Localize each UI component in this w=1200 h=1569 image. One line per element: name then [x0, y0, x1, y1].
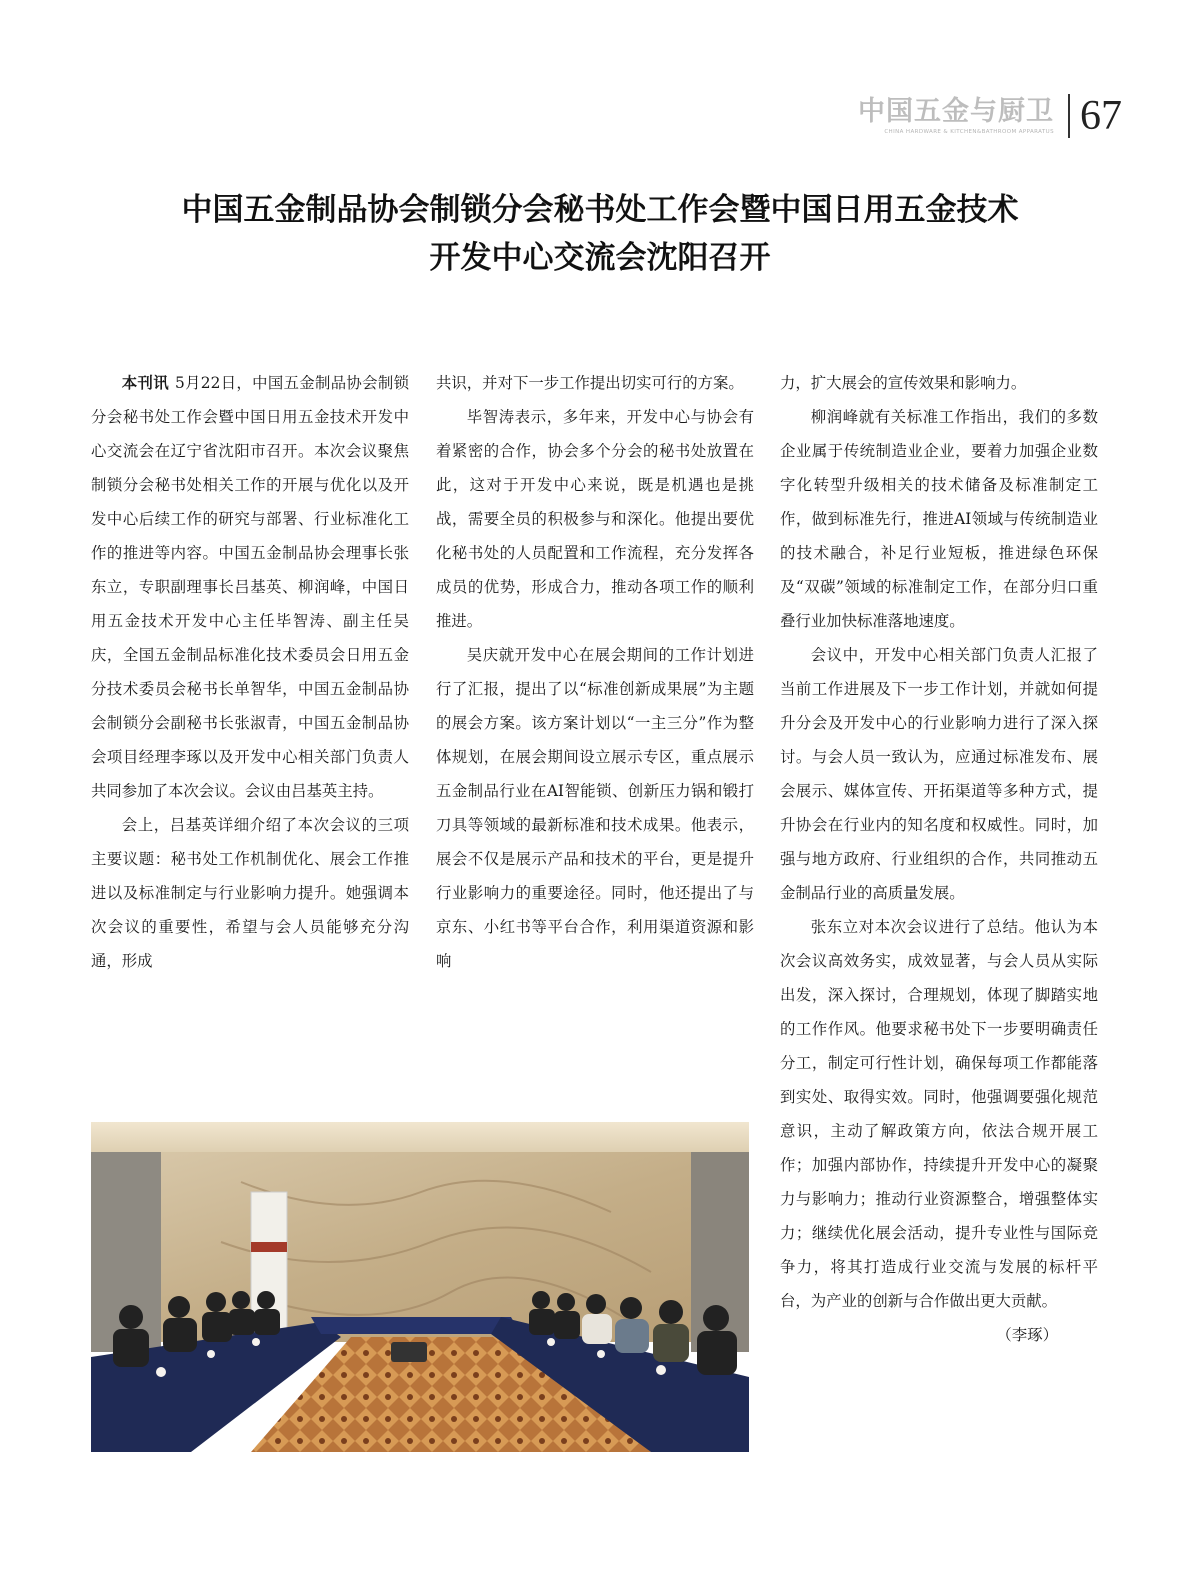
teacup: [252, 1338, 260, 1346]
text-column-3: [780, 366, 1098, 1352]
teacup: [156, 1367, 166, 1377]
ac-red-stripe: [251, 1242, 287, 1252]
masthead-divider: [1068, 94, 1070, 138]
magazine-name: 中国五金与厨卫: [858, 96, 1054, 127]
paragraph-bi: 毕智涛表示，多年来，开发中心与协会有着紧密的合作，协会多个分会的秘书处放置在此，这对于开发中心来说，既是机遇也是挑战，需要全员的积极参与和深化。他提出要优化秘书处的人员配置和工作流程，充分发挥各成员的优势，形成合力，推动各项工作的顺利推进。: [436, 408, 754, 630]
masthead: [858, 92, 1122, 140]
person: [254, 1309, 280, 1335]
meeting-photo: [91, 1122, 749, 1452]
projector: [391, 1342, 427, 1362]
person: [119, 1305, 143, 1329]
teacup: [656, 1365, 666, 1375]
paragraph-wu: 吴庆就开发中心在展会期间的工作计划进行了汇报，提出了以“标准创新成果展”为主题的展会方案。该方案计划以“一主三分”作为整体规划，在展会期间设立展示专区，重点展示五金制品行业在AI智能锁、创新压力锅和锻打刀具等领域的最新标准和技术成果。他表示，展会不仅是展示产品和技术的平台，更是提升行业影响力的重要途径。同时，他还提出了与京东、小红书等平台合作，利用渠道资源和影响: [436, 646, 754, 970]
paragraph-intro-text: 5月22日，中国五金制品协会制锁分会秘书处工作会暨中国日用五金技术开发中心交流会在辽宁省沈阳市召开。本次会议聚焦制锁分会秘书处相关工作的开展与优化以及开发中心后续工作的研究与部署、行业标准化工作的推进等内容。中国五金制品协会理事长张东立，专职副理事长吕基英、柳润峰，中国日用五金技术开发中心主任毕智涛、副主任吴庆，全国五金制品标准化技术委员会日用五金分技术委员会秘书长单智华，中国五金制品协会制锁分会副秘书长张淑青，中国五金制品协会项目经理李琢以及开发中心相关部门负责人共同参加了本次会议。会议由吕基英主持。: [91, 374, 409, 800]
person: [229, 1309, 255, 1335]
teacup: [547, 1338, 555, 1346]
teacup: [597, 1350, 605, 1358]
paragraph-liu: 柳润峰就有关标准工作指出，我们的多数企业属于传统制造业企业，要着力加强企业数字化转型升级相关的技术储备及标准制定工作，做到标准先行，推进AI领域与传统制造业的技术融合，补足行业短板，推进绿色环保及“双碳”领域的标准制定工作，在部分归口重叠行业加快标准落地速度。: [780, 408, 1098, 630]
magazine-subtitle: CHINA HARDWARE & KITCHEN&BATHROOM APPARATUS: [884, 129, 1054, 135]
person: [532, 1291, 550, 1309]
magazine-logo: [858, 97, 1054, 135]
teacup: [207, 1350, 215, 1358]
person: [232, 1291, 250, 1309]
paragraph-zhang: [780, 910, 1098, 1344]
paragraph-discussion: 会议中，开发中心相关部门负责人汇报了当前工作进展及下一步工作计划，并就如何提升分会及开发中心的行业影响力进行了深入探讨。与会人员一致认为，应通过标准发布、展会展示、媒体宣传、开拓渠道等多种方式，提升协会在行业内的知名度和权威性。同时，加强与地方政府、行业组织的合作，共同推动五金制品行业的高质量发展。: [780, 646, 1098, 902]
person: [586, 1294, 606, 1314]
person: [557, 1293, 575, 1311]
author-credit: （李琢）: [996, 1326, 1058, 1344]
paragraph-zhang-text: 张东立对本次会议进行了总结。他认为本次会议高效务实，成效显著，与会人员从实际出发，深入探讨，合理规划，体现了脚踏实地的工作作风。他要求秘书处下一步要明确责任分工，制定可行性计划，确保每项工作都能落到实处、取得实效。同时，他强调要强化规范意识，主动了解政策方向，依法合规开展工作；加强内部协作，持续提升开发中心的凝聚力与影响力；推动行业资源整合，增强整体实力；继续优化展会活动，提升专业性与国际竞争力，将其打造成行业交流与发展的标杆平台，为产业的创新与合作做出更大贡献。: [780, 918, 1098, 1310]
lead-label: 本刊讯: [121, 374, 169, 392]
page-number: 67: [1080, 93, 1122, 139]
title-line-2: 开发中心交流会沈阳召开: [429, 240, 771, 276]
person: [582, 1314, 612, 1344]
back-table: [311, 1317, 521, 1334]
text-column-1: [91, 366, 409, 978]
text-column-2: [436, 366, 754, 978]
person: [554, 1311, 580, 1339]
paragraph-lu: 会上，吕基英详细介绍了本次会议的三项主要议题：秘书处工作机制优化、展会工作推进以及标准制定与行业影响力提升。她强调本次会议的重要性，希望与会人员能够充分沟通，形成: [91, 816, 409, 970]
person: [202, 1312, 232, 1342]
paragraph-lu-continued: 共识，并对下一步工作提出切实可行的方案。: [436, 374, 744, 392]
person: [653, 1324, 689, 1362]
person: [659, 1300, 683, 1324]
person: [697, 1331, 737, 1375]
paragraph-intro: [91, 366, 409, 808]
article-title: [60, 186, 1140, 282]
person: [168, 1296, 190, 1318]
person: [620, 1297, 642, 1319]
title-line-1: 中国五金制品协会制锁分会秘书处工作会暨中国日用五金技术: [181, 192, 1019, 228]
person: [206, 1292, 226, 1312]
person: [113, 1329, 149, 1367]
person: [257, 1291, 275, 1309]
meeting-photo-illustration: [91, 1122, 749, 1452]
person: [703, 1305, 729, 1331]
person: [529, 1309, 555, 1335]
person: [163, 1318, 197, 1352]
paragraph-wu-continued: 力，扩大展会的宣传效果和影响力。: [780, 374, 1027, 392]
person: [615, 1319, 649, 1353]
